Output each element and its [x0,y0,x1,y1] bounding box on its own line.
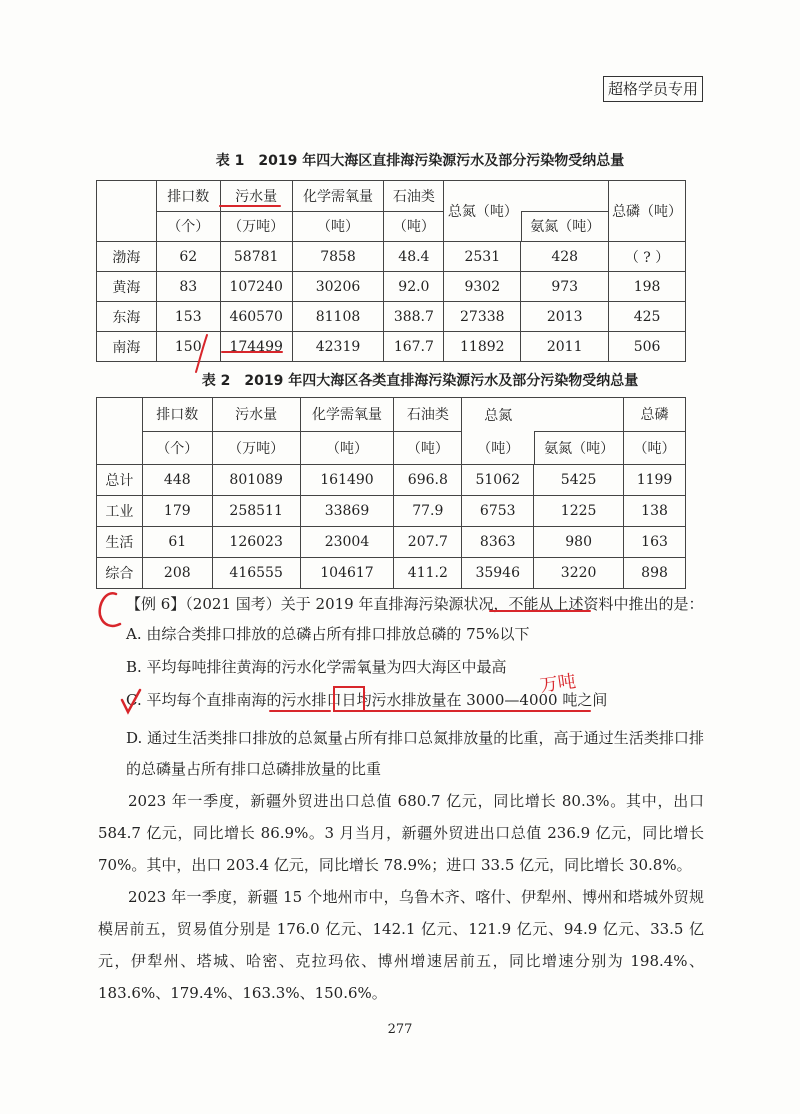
cell: 126023 [212,527,300,558]
t2-h-cod-unit: （吨） [300,431,394,465]
t2-h-sewage-unit: （万吨） [212,431,300,465]
cell: 198 [609,272,686,302]
t2-h-tn: 总氮 [484,407,513,424]
table-row [97,302,686,332]
badge-label: 超格学员专用 [603,76,703,102]
t1-h-oil: 石油类 [384,181,444,212]
cell: 58781 [220,242,292,272]
table1 [96,180,686,362]
cell: 83 [156,272,220,302]
cell: 92.0 [384,272,444,302]
cell: 35946 [462,558,534,589]
t1-h-tn: 总氮（吨） [447,204,518,220]
option-c: C. 平均每个直排南海的污水排口日均污水排放量在 3000—4000 吨之间 [126,691,608,709]
row-name: 东海 [97,302,157,332]
t1-h-cod-unit: （吨） [292,211,384,242]
option-a: A. 由综合类排口排放的总磷占所有排口排放总磷的 75%以下 [126,625,530,643]
row-name: 工业 [97,496,143,527]
cell: 1199 [624,465,686,496]
table2-caption: 表 2 2019 年四大海区各类直排海污染源污水及部分污染物受纳总量 [201,373,639,389]
t1-h-sewage-unit: （万吨） [220,211,292,242]
cell: 7858 [292,242,384,272]
row-name: 总计 [97,465,143,496]
cell: 2011 [521,332,609,362]
page-number: 277 [387,1022,413,1037]
t2-h-tp: 总磷 [624,398,686,432]
cell: 153 [156,302,220,332]
cell: 2013 [521,302,609,332]
t2-h-tn-unit: （吨） [477,440,520,457]
cell: 77.9 [394,496,462,527]
cell: 161490 [300,465,394,496]
t2-h-outlets-unit: （个） [142,431,212,465]
table-row [97,527,686,558]
cell: 5425 [534,465,624,496]
table-row [97,465,686,496]
cell: 61 [142,527,212,558]
cell: 1225 [534,496,624,527]
t2-h-sewage: 污水量 [212,398,300,432]
cell: 8363 [462,527,534,558]
question-stem: 【例 6】（2021 国考）关于 2019 年直排海污染源状况，不能从上述资料中推出的是： [126,595,704,613]
cell: 428 [521,242,609,272]
cell: 388.7 [384,302,444,332]
cell: 898 [624,558,686,589]
t1-h-nh: 氨氮（吨） [521,211,608,242]
cell: （ ? ） [609,242,686,272]
cell: 448 [142,465,212,496]
option-b: B. 平均每吨排往黄海的污水化学需氧量为四大海区中最高 [126,658,507,676]
cell: 179 [142,496,212,527]
row-name: 黄海 [97,272,157,302]
row-name: 渤海 [97,242,157,272]
option-d: D. 通过生活类排口排放的总氮量占所有排口总氮排放量的比重，高于通过生活类排口排的总磷量占所有排口总磷排放量的比重 [126,729,704,778]
cell: 163 [624,527,686,558]
cell: 460570 [220,302,292,332]
t2-h-nh: 氨氮（吨） [534,431,623,465]
table-row [97,332,686,362]
t2-h-tp-unit: （吨） [624,431,686,465]
table-row [97,558,686,589]
cell: 62 [156,242,220,272]
row-name: 南海 [97,332,157,362]
cell: 6753 [462,496,534,527]
cell: 2531 [444,242,521,272]
cell: 3220 [534,558,624,589]
cell: 973 [521,272,609,302]
table2-corner [97,398,143,465]
t1-h-outlets: 排口数 [156,181,220,212]
cell: 980 [534,527,624,558]
cell: 425 [609,302,686,332]
t1-h-outlets-unit: （个） [156,211,220,242]
t2-h-cod: 化学需氧量 [300,398,394,432]
cell: 416555 [212,558,300,589]
cell: 174499 [220,332,292,362]
cell: 23004 [300,527,394,558]
cell: 104617 [300,558,394,589]
cell: 801089 [212,465,300,496]
table-row [97,242,686,272]
row-name: 综合 [97,558,143,589]
cell: 258511 [212,496,300,527]
cell: 42319 [292,332,384,362]
table2 [96,397,686,589]
t2-h-oil-unit: （吨） [394,431,462,465]
table1-corner [97,181,157,242]
cell: 506 [609,332,686,362]
cell: 30206 [292,272,384,302]
cell: 138 [624,496,686,527]
cell: 208 [142,558,212,589]
paragraph-2: 2023 年一季度，新疆 15 个地州市中，乌鲁木齐、喀什、伊犁州、博州和塔城外贸规模居前五，贸易值分别是 176.0 亿元、142.1 亿元、121.9 亿元、94.9 亿元、33.5 亿元，伊犁州、塔城、哈密、克拉玛依、博州增速居前五，同比增速分别为 198.4%、183.6%、179.4%、163.3%、150.6%。 [98,888,704,1002]
cell: 27338 [444,302,521,332]
cell: 51062 [462,465,534,496]
paragraph-1: 2023 年一季度，新疆外贸进出口总值 680.7 亿元，同比增长 80.3%。其中，出口 584.7 亿元，同比增长 86.9%。3 月当月，新疆外贸进出口总值 236.9 亿元，同比增长 70%。其中，出口 203.4 亿元，同比增长 78.9%；进口 33.5 亿元，同比增长 30.8%。 [98,792,704,874]
cell: 107240 [220,272,292,302]
c-mark [100,593,120,626]
t2-h-oil: 石油类 [394,398,462,432]
t1-h-tp: 总磷（吨） [609,181,686,242]
table-row [97,272,686,302]
t2-h-outlets: 排口数 [142,398,212,432]
cell: 9302 [444,272,521,302]
cell: 696.8 [394,465,462,496]
cell: 48.4 [384,242,444,272]
cell: 167.7 [384,332,444,362]
table1-caption: 表 1 2019 年四大海区直排海污染源污水及部分污染物受纳总量 [215,153,625,169]
annotation-wandun: 万吨 [538,670,578,697]
cell: 33869 [300,496,394,527]
t1-h-oil-unit: （吨） [384,211,444,242]
table-row [97,496,686,527]
cell: 11892 [444,332,521,362]
cell: 207.7 [394,527,462,558]
cell: 150 [156,332,220,362]
row-name: 生活 [97,527,143,558]
cell: 81108 [292,302,384,332]
cell: 411.2 [394,558,462,589]
t1-h-cod: 化学需氧量 [292,181,384,212]
t1-h-sewage: 污水量 [220,181,292,212]
